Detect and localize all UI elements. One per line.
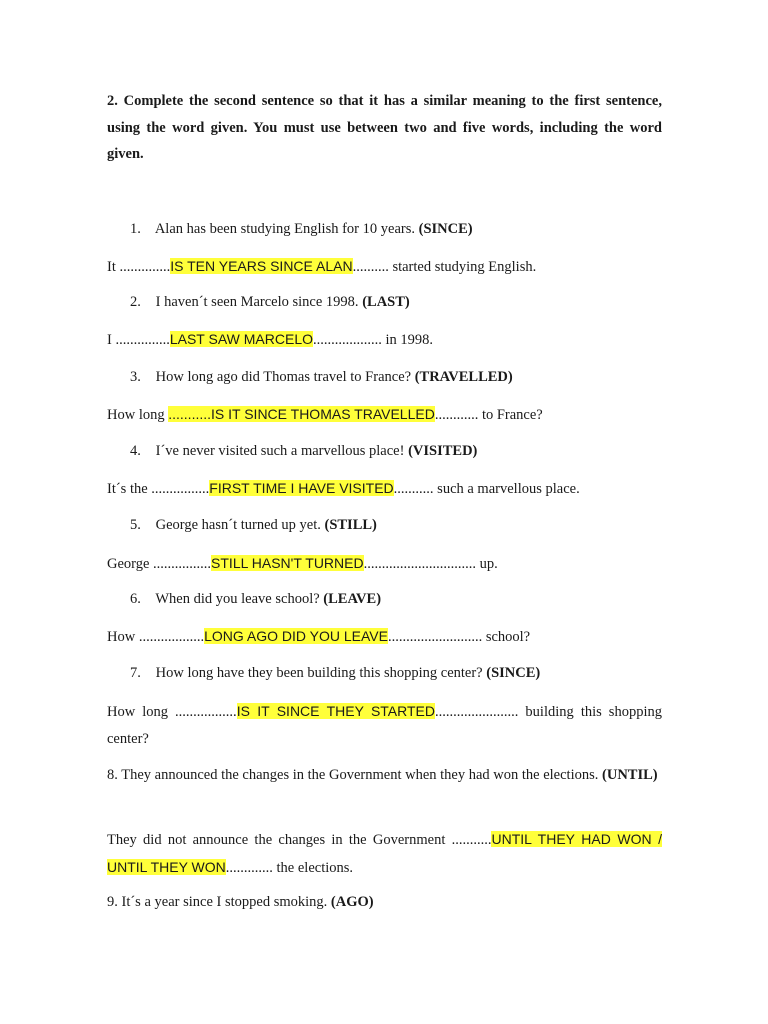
answer-suffix: .......... started studying English. bbox=[352, 259, 537, 275]
question-1 bbox=[130, 220, 473, 238]
answer-highlight: IS IT SINCE THEY STARTED bbox=[236, 703, 436, 719]
question-7 bbox=[130, 664, 540, 682]
question-text: 9. It´s a year since I stopped smoking. bbox=[107, 894, 328, 910]
question-2 bbox=[130, 293, 410, 311]
key-word: (LAST) bbox=[362, 294, 410, 310]
answer-suffix: ........... such a marvellous place. bbox=[393, 481, 580, 497]
question-4 bbox=[130, 442, 477, 460]
key-word: (STILL) bbox=[324, 517, 377, 533]
question-number: 5. bbox=[130, 517, 141, 533]
answer-2 bbox=[107, 330, 433, 349]
answer-suffix: ............................... up. bbox=[363, 556, 498, 572]
key-word: (UNTIL) bbox=[602, 767, 658, 783]
question-8 bbox=[107, 762, 662, 789]
question-number: 6. bbox=[130, 591, 141, 607]
question-text: 8. They announced the changes in the Government when they had won the elections. bbox=[107, 767, 599, 783]
question-text: I haven´t seen Marcelo since 1998. bbox=[155, 294, 359, 310]
answer-1 bbox=[107, 257, 536, 276]
question-3 bbox=[130, 368, 513, 386]
question-text: Alan has been studying English for 10 years. bbox=[154, 221, 415, 237]
answer-prefix: George ................ bbox=[107, 556, 212, 572]
answer-prefix: How long bbox=[107, 407, 169, 423]
answer-4 bbox=[107, 479, 580, 498]
question-6 bbox=[130, 590, 381, 608]
answer-highlight: IS TEN YEARS SINCE ALAN bbox=[170, 258, 353, 274]
answer-highlight: UNTIL THEY HAD WON / UNTIL THEY WON bbox=[107, 831, 662, 875]
question-number: 1. bbox=[130, 221, 141, 237]
question-number: 7. bbox=[130, 665, 141, 681]
answer-prefix: I ............... bbox=[107, 332, 170, 348]
question-5 bbox=[130, 516, 377, 534]
answer-prefix: It .............. bbox=[107, 259, 171, 275]
answer-suffix: ............ to France? bbox=[434, 407, 543, 423]
key-word: (AGO) bbox=[330, 894, 374, 910]
answer-highlight: ...........IS IT SINCE THOMAS TRAVELLED bbox=[168, 406, 435, 422]
answer-suffix: ............. the elections. bbox=[225, 859, 354, 876]
key-word: (TRAVELLED) bbox=[414, 369, 513, 385]
answer-highlight: LAST SAW MARCELO bbox=[169, 331, 313, 347]
answer-suffix: ................... in 1998. bbox=[313, 332, 434, 348]
answer-prefix: It´s the ................ bbox=[107, 481, 210, 497]
key-word: (SINCE) bbox=[486, 665, 541, 681]
answer-prefix: How long ................. bbox=[107, 704, 237, 720]
answer-highlight: FIRST TIME I HAVE VISITED bbox=[209, 480, 394, 496]
question-text: How long have they been building this shopping center? bbox=[155, 665, 483, 681]
answer-7 bbox=[107, 698, 662, 752]
question-9 bbox=[107, 893, 374, 911]
key-word: (VISITED) bbox=[408, 443, 478, 459]
answer-3 bbox=[107, 405, 543, 424]
question-number: 3. bbox=[130, 369, 141, 385]
question-text: I´ve never visited such a marvellous place! bbox=[155, 443, 405, 459]
answer-suffix: ....................... building this shopping center? bbox=[107, 704, 662, 747]
answer-8 bbox=[107, 826, 662, 881]
answer-highlight: STILL HASN'T TURNED bbox=[211, 555, 364, 571]
answer-prefix: How .................. bbox=[107, 629, 205, 645]
answer-suffix: .......................... school? bbox=[387, 629, 531, 645]
key-word: (LEAVE) bbox=[323, 591, 382, 607]
answer-6 bbox=[107, 627, 530, 646]
key-word: (SINCE) bbox=[418, 221, 473, 237]
exercise-instruction: 2. Complete the second sentence so that it has a similar meaning to the first sentence, using the word given. You must use between two and five words, including the word given. bbox=[107, 93, 662, 162]
answer-prefix: They did not announce the changes in the Government ........... bbox=[107, 832, 492, 848]
question-number: 2. bbox=[130, 294, 141, 310]
answer-5 bbox=[107, 554, 498, 573]
answer-highlight: LONG AGO DID YOU LEAVE bbox=[204, 628, 388, 644]
question-text: How long ago did Thomas travel to France? bbox=[155, 369, 412, 385]
question-text: George hasn´t turned up yet. bbox=[155, 517, 321, 533]
question-number: 4. bbox=[130, 443, 141, 459]
question-text: When did you leave school? bbox=[155, 591, 320, 607]
